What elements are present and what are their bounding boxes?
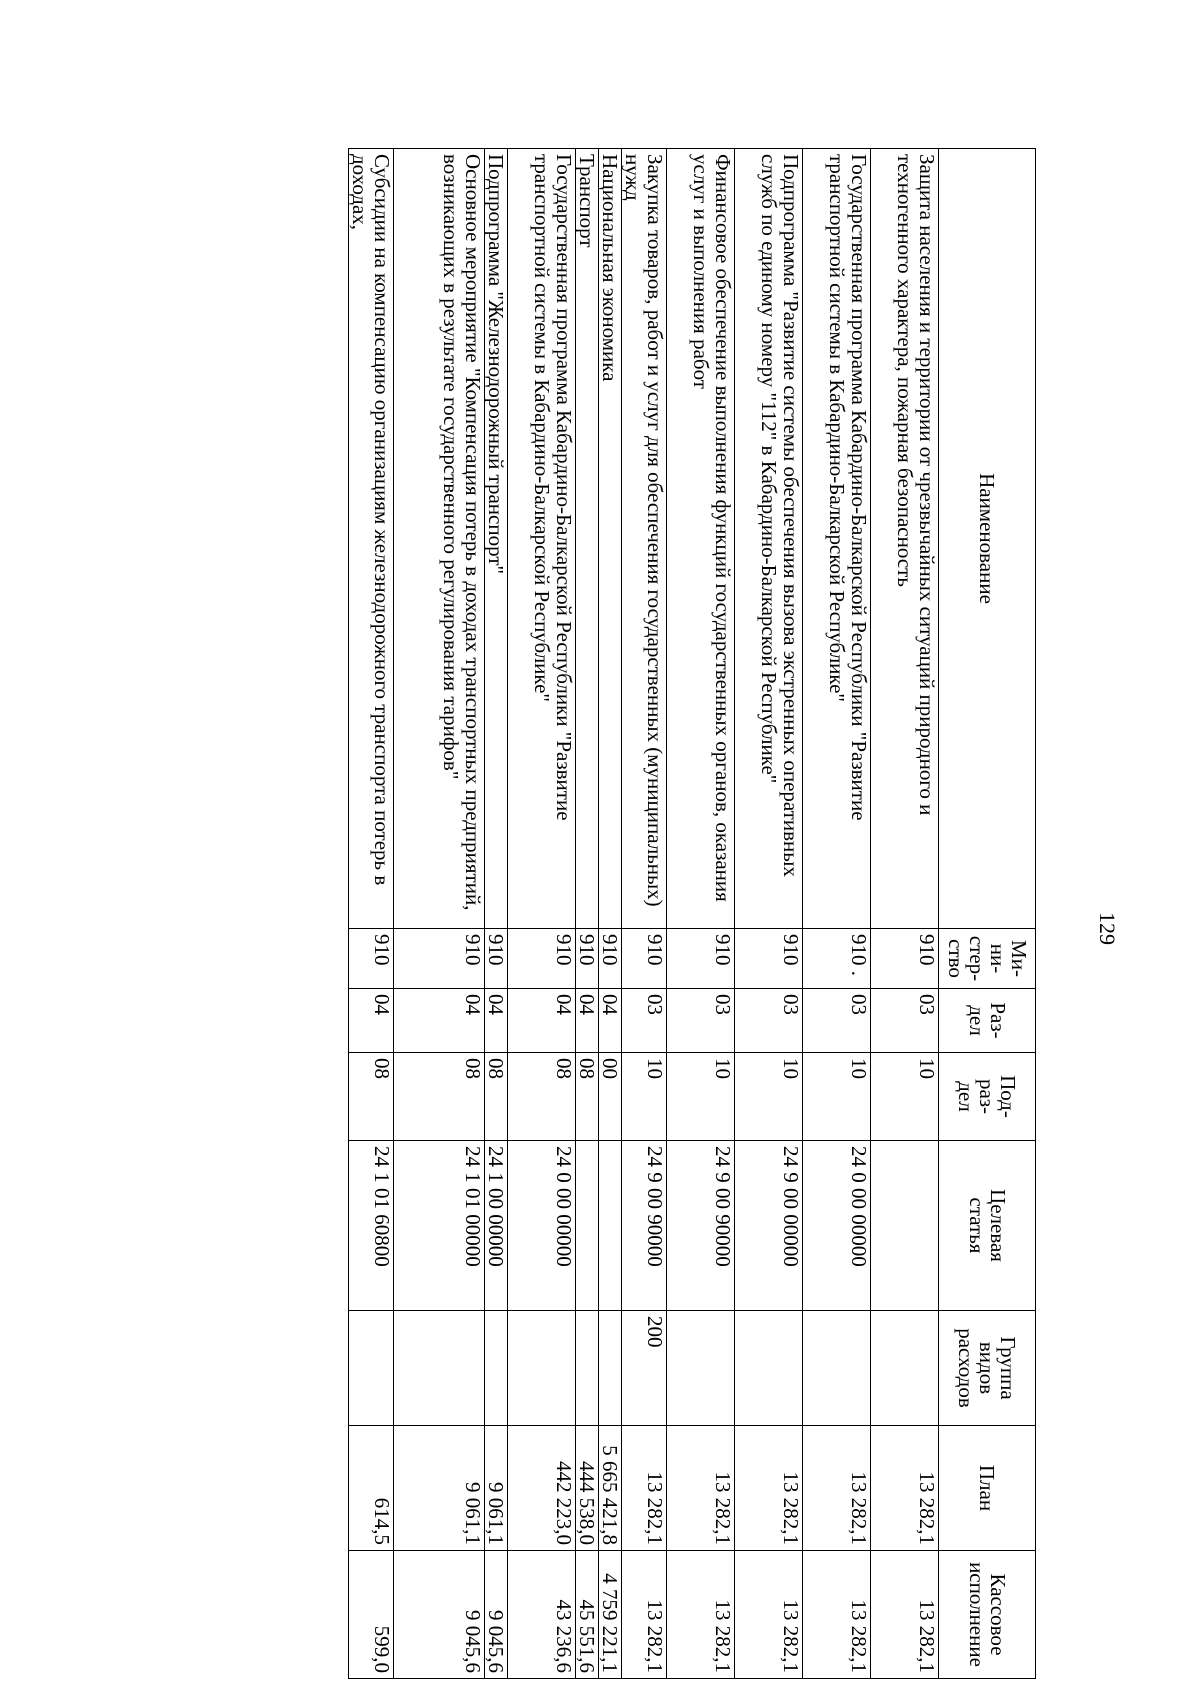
row-exec: 45 551,6: [576, 1551, 599, 1679]
budget-table: [348, 148, 1036, 1679]
row-subsection: 10: [735, 1053, 803, 1141]
row-target: 24 1 01 00000: [394, 1141, 485, 1311]
table-row: [485, 149, 508, 1679]
row-plan: 444 538,0: [576, 1426, 599, 1551]
row-ministry: 910: [622, 929, 667, 989]
row-plan: 13 282,1: [622, 1426, 667, 1551]
row-plan: 13 282,1: [735, 1426, 803, 1551]
row-section: 04: [576, 989, 599, 1053]
row-name: Закупка товаров, работ и услуг для обеспечения государственных (муниципальных) нужд: [622, 149, 667, 929]
row-target: 24 9 00 00000: [735, 1141, 803, 1311]
row-name: Основное мероприятие "Компенсация потерь в доходах транспортных предприятий, возникающих в результате государственного регулирования тарифов": [394, 149, 485, 929]
row-name: Государственная программа Кабардино-Балкарской Республики "Развитие транспортной системы в Кабардино-Балкарской Республике": [803, 149, 871, 929]
row-ministry: 910: [576, 929, 599, 989]
row-group: [599, 1311, 622, 1426]
row-name: Защита населения и территории от чрезвычайных ситуаций природного и техногенного характера, пожарная безопасность: [871, 149, 939, 929]
row-exec: 13 282,1: [667, 1551, 735, 1679]
row-subsection: 10: [803, 1053, 871, 1141]
row-group: [735, 1311, 803, 1426]
row-ministry: 910: [599, 929, 622, 989]
table-row: [394, 149, 485, 1679]
header-plan: План: [939, 1426, 1036, 1551]
row-subsection: 08: [576, 1053, 599, 1141]
row-exec: 13 282,1: [622, 1551, 667, 1679]
row-ministry: 910: [735, 929, 803, 989]
row-name: Национальная экономика: [599, 149, 622, 929]
row-target: 24 1 01 60800: [349, 1141, 394, 1311]
page-number: 129: [1095, 912, 1120, 945]
budget-table-container: [136, 148, 1036, 1678]
row-target: [599, 1141, 622, 1311]
row-subsection: 08: [349, 1053, 394, 1141]
row-name: Финансовое обеспечение выполнения функций государственных органов, оказания услуг и выполнения работ: [667, 149, 735, 929]
header-exec: Кассовое исполнение: [939, 1551, 1036, 1679]
header-target: Целевая статья: [939, 1141, 1036, 1311]
table-row: [735, 149, 803, 1679]
table-header-row: [939, 149, 1036, 1679]
row-exec: 13 282,1: [871, 1551, 939, 1679]
row-group: [576, 1311, 599, 1426]
row-section: 03: [667, 989, 735, 1053]
row-target: 24 1 00 00000: [485, 1141, 508, 1311]
row-name: Транспорт: [576, 149, 599, 929]
row-section: 03: [803, 989, 871, 1053]
row-plan: 442 223,0: [508, 1426, 576, 1551]
row-subsection: 00: [599, 1053, 622, 1141]
row-section: 03: [871, 989, 939, 1053]
row-plan: 9 061,1: [485, 1426, 508, 1551]
row-exec: 43 236,6: [508, 1551, 576, 1679]
row-target: 24 9 00 90000: [667, 1141, 735, 1311]
row-exec: 9 045,6: [394, 1551, 485, 1679]
row-group: [485, 1311, 508, 1426]
row-plan: 9 061,1: [394, 1426, 485, 1551]
row-subsection: 10: [667, 1053, 735, 1141]
row-group: [394, 1311, 485, 1426]
row-plan: 5 665 421,8: [599, 1426, 622, 1551]
row-ministry: 910: [667, 929, 735, 989]
row-target: [576, 1141, 599, 1311]
row-plan: 13 282,1: [871, 1426, 939, 1551]
row-target: 24 0 00 00000: [803, 1141, 871, 1311]
row-group: [803, 1311, 871, 1426]
row-name: Подпрограмма "Железнодорожный транспорт": [485, 149, 508, 929]
table-row: [803, 149, 871, 1679]
row-subsection: 08: [394, 1053, 485, 1141]
row-ministry: 910: [871, 929, 939, 989]
row-target: 24 0 00 00000: [508, 1141, 576, 1311]
table-row: [349, 149, 394, 1679]
row-section: 04: [349, 989, 394, 1053]
row-group: [349, 1311, 394, 1426]
table-row: [576, 149, 599, 1679]
row-section: 03: [735, 989, 803, 1053]
row-ministry: 910: [349, 929, 394, 989]
row-ministry: 910: [508, 929, 576, 989]
row-exec: 4 759 221,1: [599, 1551, 622, 1679]
header-ministry: Ми- ни- стер- ство: [939, 929, 1036, 989]
row-group: [667, 1311, 735, 1426]
row-ministry: 910 .: [803, 929, 871, 989]
row-name: Подпрограмма "Развитие системы обеспечения вызова экстренных оперативных служб по единому номеру "112" в Кабардино-Балкарской Республике": [735, 149, 803, 929]
row-exec: 13 282,1: [735, 1551, 803, 1679]
row-subsection: 08: [508, 1053, 576, 1141]
row-section: 04: [394, 989, 485, 1053]
row-target: 24 9 00 90000: [622, 1141, 667, 1311]
row-plan: 13 282,1: [667, 1426, 735, 1551]
row-plan: 614,5: [349, 1426, 394, 1551]
table-row: [667, 149, 735, 1679]
header-name: Наименование: [939, 149, 1036, 929]
row-exec: 9 045,6: [485, 1551, 508, 1679]
table-row: [599, 149, 622, 1679]
table-row: [622, 149, 667, 1679]
row-section: 03: [622, 989, 667, 1053]
row-exec: 13 282,1: [803, 1551, 871, 1679]
header-group: Группа видов расходов: [939, 1311, 1036, 1426]
header-section: Раз- дел: [939, 989, 1036, 1053]
table-row: [508, 149, 576, 1679]
row-plan: 13 282,1: [803, 1426, 871, 1551]
row-subsection: 08: [485, 1053, 508, 1141]
row-name: Субсидии на компенсацию организациям железнодорожного транспорта потерь в доходах,: [349, 149, 394, 929]
row-exec: 599,0: [349, 1551, 394, 1679]
row-group: [871, 1311, 939, 1426]
row-section: 04: [485, 989, 508, 1053]
header-subsection: Под- раз- дел: [939, 1053, 1036, 1141]
row-ministry: 910: [394, 929, 485, 989]
row-group: 200: [622, 1311, 667, 1426]
row-ministry: 910: [485, 929, 508, 989]
row-section: 04: [599, 989, 622, 1053]
table-row: [871, 149, 939, 1679]
row-group: [508, 1311, 576, 1426]
row-target: [871, 1141, 939, 1311]
row-subsection: 10: [871, 1053, 939, 1141]
row-name: Государственная программа Кабардино-Балкарской Республики "Развитие транспортной системы в Кабардино-Балкарской Республике": [508, 149, 576, 929]
row-subsection: 10: [622, 1053, 667, 1141]
row-section: 04: [508, 989, 576, 1053]
